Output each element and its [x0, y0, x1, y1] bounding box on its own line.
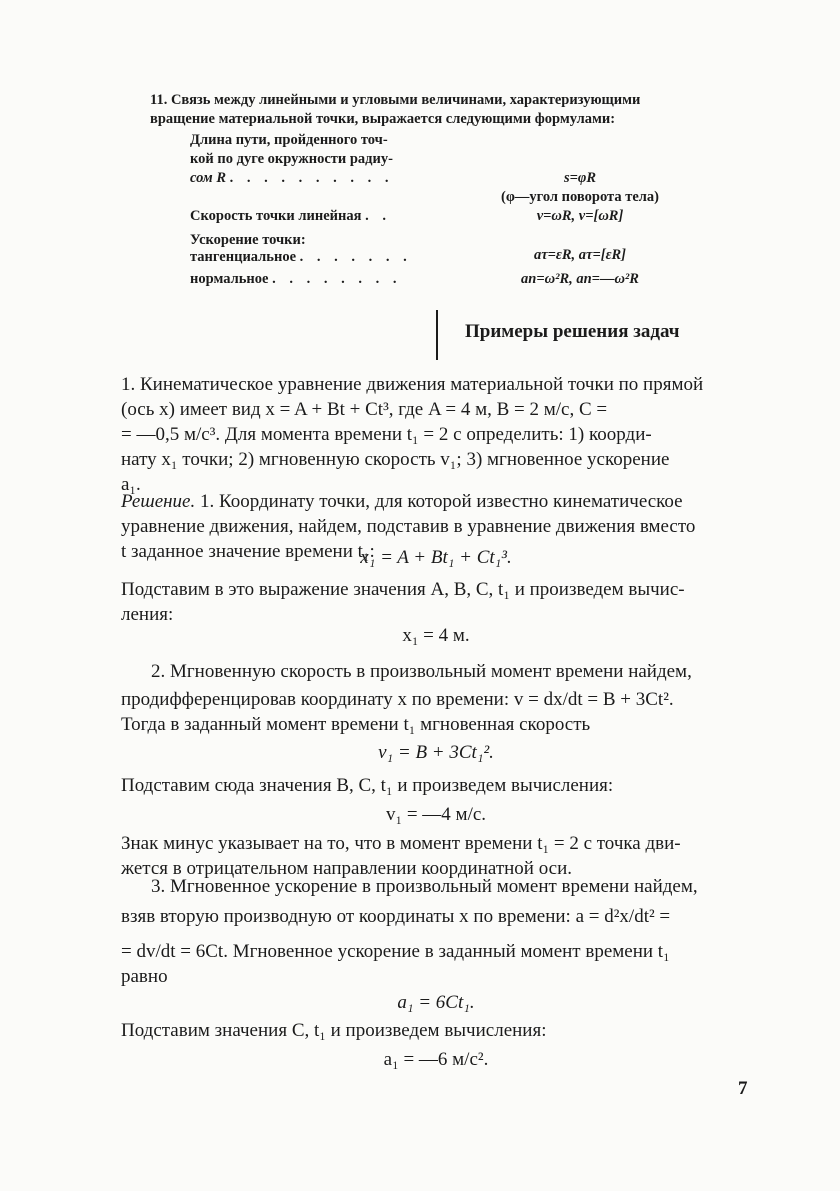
solution-step-2-cont: продифференцировав координату x по времени: v = dx/dt = B + 3Ct². Тогда в заданный момент времени t₁ мгновенная скорость — [121, 689, 674, 735]
table-row-1-note: (φ—угол поворота тела) — [501, 189, 659, 205]
row-1-last-line: сом R . . . . . . . . . . — [190, 170, 394, 186]
table-row-1-label: Длина пути, пройденного точ- кой по дуге окружности радиу- сом R . . . . . . . . . . — [190, 131, 450, 188]
equation-1: x₁ = A + Bt₁ + Ct₁³. — [360, 547, 512, 568]
examples-heading: Примеры решения задач — [465, 321, 680, 342]
page-number: 7 — [738, 1078, 748, 1099]
substitution-1: Подставим в это выражение значения A, B, C, t₁ и произведем вычис- ления: — [121, 579, 685, 625]
section-number: 11. — [150, 92, 168, 108]
equation-3: a₁ = 6Ct₁. — [397, 992, 475, 1013]
result-2: v₁ = —4 м/с. — [385, 804, 487, 825]
table-row-2-formula: v=ωR, v=[ωR] — [536, 208, 624, 224]
solution-step-2: 2. Мгновенную скорость в произвольный момент времени найдем, — [151, 661, 692, 682]
table-row-3-header: Ускорение точки: — [190, 232, 306, 248]
table-row-2-label: Скорость точки линейная . . — [190, 208, 391, 224]
equation-2: v₁ = B + 3Ct₁². — [378, 742, 494, 763]
table-row-4-formula: an=ω²R, an=—ω²R — [521, 271, 639, 287]
substitution-3: Подставим значения C, t₁ и произведем вычисления: — [121, 1020, 547, 1041]
solution-step-3: 3. Мгновенное ускорение в произвольный момент времени найдем, — [151, 876, 698, 897]
substitution-2: Подставим сюда значения B, C, t₁ и произведем вычисления: — [121, 775, 614, 796]
table-row-4-label: нормальное . . . . . . . . — [190, 271, 402, 287]
section-11-text — [150, 91, 748, 129]
solution-step-1: Решение. 1. Координату точки, для которой известно кинематическое уравнение движения, найдем, подставив в уравнение движения вместо t заданное значение времени t₁: — [121, 489, 751, 564]
table-row-3-label: тангенциальное . . . . . . . — [190, 249, 412, 265]
result-3: a₁ = —6 м/с². — [383, 1049, 489, 1070]
solution-label: Решение. — [121, 491, 196, 512]
table-row-1-formula: s=φR (φ—угол поворота тела) — [455, 169, 705, 207]
problem-1: 1. Кинематическое уравнение движения материальной точки по прямой (ось x) имеет вид x = A + Bt + Ct³, где A = 4 м, B = 2 м/с, C = = —0,5 м/с³. Для момента времени t₁ = 2 с определить: 1) коорди- нату x₁ точки; 2) мгновенную скорость v₁; 3) мгновенное ускорение a₁. — [121, 374, 704, 495]
sign-note: Знак минус указывает на то, что в момент времени t₁ = 2 с точка дви- жется в отрицательном направлении координатной оси. — [121, 833, 681, 879]
solution-step-1-line-1: Решение. 1. Координату точки, для которой известно кинематическое — [121, 491, 683, 512]
result-1: x₁ = 4 м. — [402, 625, 470, 646]
heading-bar — [436, 310, 438, 360]
solution-step-3-cont: взяв вторую производную от координаты x по времени: a = d²x/dt² = = dv/dt = 6Ct. Мгновенное ускорение в заданный момент времени t₁ равно — [121, 906, 671, 987]
table-row-3-formula: aτ=εR, aτ=[εR] — [533, 247, 627, 263]
section-11-line-2: вращение материальной точки, выражается следующими формулами: — [150, 111, 616, 127]
section-11-line-1: 11. Связь между линейными и угловыми величинами, характеризующими — [150, 92, 641, 108]
